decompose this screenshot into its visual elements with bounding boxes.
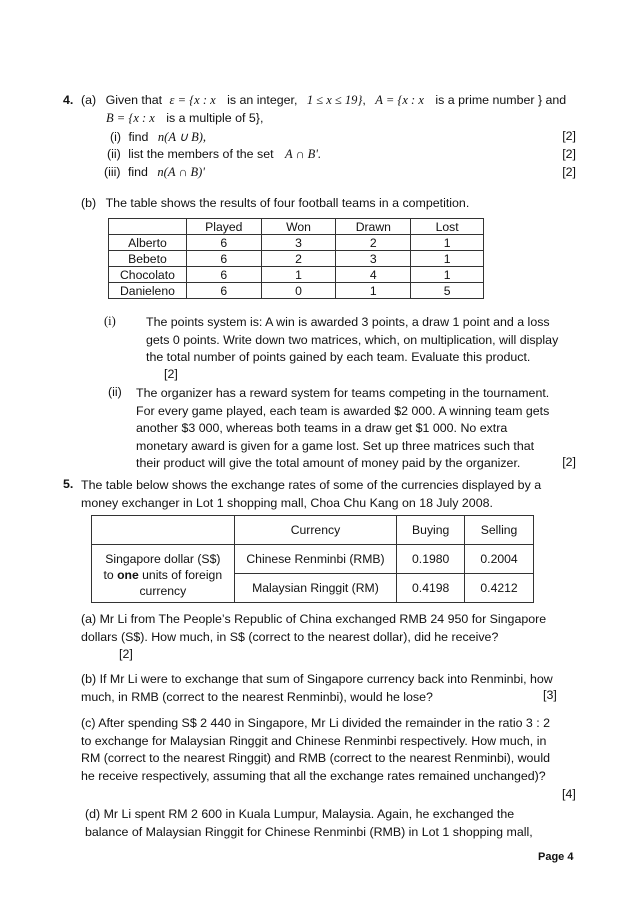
table-header-row xyxy=(109,219,484,235)
q5-b-marks: [3] xyxy=(543,688,557,702)
table-header-cell: Selling xyxy=(465,516,534,545)
q4-a-line2 xyxy=(106,111,263,126)
table-cell: 1 xyxy=(411,251,484,267)
q4-a-iii-marks: [2] xyxy=(562,165,576,179)
row-header-line2 xyxy=(92,567,234,583)
q4-a-ii-math: A ∩ B'. xyxy=(284,147,322,161)
q4-a-iii-text: find xyxy=(127,165,148,179)
table-cell: 1 xyxy=(261,267,336,283)
table-header-cell: Drawn xyxy=(336,219,411,235)
table-row xyxy=(109,283,484,299)
q5-a xyxy=(81,611,581,664)
q4-b-line xyxy=(81,196,469,210)
q4-b-label: (b) xyxy=(81,196,97,210)
q5-c-line3: RM (correct to the nearest Ringgit) and RMB (correct to the nearest Renminbi), would xyxy=(81,751,550,766)
q4-b-i-line2: gets 0 points. Write down two matrices, which, on multiplication, will display xyxy=(146,332,559,347)
q4-a-ii-marks: [2] xyxy=(562,147,576,161)
q5-intro xyxy=(81,477,541,512)
q4-a-i-label: (i) xyxy=(110,130,122,144)
q4-b-i-marks: [2] xyxy=(164,367,178,381)
row-header-line3: currency xyxy=(139,584,187,598)
row-header-bold: one xyxy=(117,568,139,582)
q4-b-ii-line2: For every game played, each team is awarded $2 000. A winning team gets xyxy=(136,403,550,418)
separator: , xyxy=(362,93,366,107)
table-row xyxy=(109,251,484,267)
q4-a-text1: Given that xyxy=(105,93,163,107)
table-cell: 6 xyxy=(186,251,261,267)
q5-d-line2: balance of Malaysian Ringgit for Chinese Renminbi (RMB) in Lot 1 shopping mall, xyxy=(85,824,533,839)
q5-c-marks: [4] xyxy=(562,787,576,801)
table-row xyxy=(109,235,484,251)
exchange-rate-table xyxy=(91,515,534,603)
table-cell: 5 xyxy=(411,283,484,299)
question-number-5: 5. xyxy=(63,477,74,491)
q4-b-i-label: (i) xyxy=(104,314,116,328)
table-cell: 0.2004 xyxy=(465,545,534,574)
q4-a-text2: is an integer, xyxy=(227,93,298,107)
table-cell: 4 xyxy=(336,267,411,283)
table-cell: 6 xyxy=(186,235,261,251)
table-cell: Chocolato xyxy=(109,267,187,283)
q4-a-text4: is a multiple of 5}, xyxy=(166,111,264,125)
set-b-def: B = {x : x xyxy=(106,111,155,125)
q4-b-i-text xyxy=(146,314,558,367)
table-cell: 0.4198 xyxy=(397,574,465,603)
q4-a-ii-label: (ii) xyxy=(107,147,121,161)
q5-c-line1: (c) After spending S$ 2 440 in Singapore, Mr Li divided the remainder in the ratio 3 : 2 xyxy=(81,716,551,730)
q5-d-line1: (d) Mr Li spent RM 2 600 in Kuala Lumpur, Malaysia. Again, he exchanged the xyxy=(85,807,515,821)
table-cell: 0 xyxy=(261,283,336,299)
q4-a-i-math: n(A ∪ B), xyxy=(157,130,207,144)
table-cell: 1 xyxy=(336,283,411,299)
page-number: Page 4 xyxy=(538,851,574,863)
table-cell: 3 xyxy=(336,251,411,267)
q4-a-label: (a) xyxy=(81,93,97,107)
q5-b-line2: much, in RMB (correct to the nearest Renminbi), would he lose? xyxy=(81,689,433,704)
row-header-rest: units of foreign xyxy=(138,568,223,582)
table-cell: 2 xyxy=(261,251,336,267)
q5-c xyxy=(81,715,581,785)
table-cell: Malaysian Ringgit (RM) xyxy=(234,574,397,603)
table-cell: 6 xyxy=(186,283,261,299)
table-row xyxy=(109,267,484,283)
table-header-cell: Played xyxy=(186,219,261,235)
q4-b-text: The table shows the results of four football teams in a competition. xyxy=(105,196,470,210)
q4-a-i-text: find xyxy=(128,130,149,144)
row-header-to: to xyxy=(103,568,118,582)
q4-a-line1 xyxy=(81,93,566,108)
q4-a-ii xyxy=(107,147,321,162)
table-cell: 0.1980 xyxy=(397,545,465,574)
table-cell: Alberto xyxy=(109,235,187,251)
q5-intro-line1: The table below shows the exchange rates of some of the currencies displayed by a xyxy=(81,478,542,492)
table-header-cell: Buying xyxy=(397,516,465,545)
table-header-cell xyxy=(109,219,187,235)
q5-a-line2: dollars (S$). How much, in S$ (correct to the nearest dollar), did he receive? xyxy=(81,629,499,644)
q5-b xyxy=(81,671,581,706)
q4-a-iii-label: (iii) xyxy=(104,165,121,179)
q5-a-marks: [2] xyxy=(119,647,133,662)
q4-a-i-marks: [2] xyxy=(562,129,576,143)
q4-b-i-line1: The points system is: A win is awarded 3 points, a draw 1 point and a loss xyxy=(146,315,550,329)
q5-c-line2: to exchange for Malaysian Ringgit and Chinese Renminbi respectively. How much, in xyxy=(81,733,547,748)
q4-b-ii-line1: The organizer has a reward system for teams competing in the tournament. xyxy=(136,386,550,400)
table-cell: 0.4212 xyxy=(465,574,534,603)
q4-a-ii-text: list the members of the set xyxy=(128,147,274,161)
q4-b-ii-label: (ii) xyxy=(108,385,122,399)
q4-b-i-line3: the total number of points gained by each team. Evaluate this product. xyxy=(146,350,531,364)
table-cell: 3 xyxy=(261,235,336,251)
q4-a-i xyxy=(110,129,206,145)
q5-a-line1: (a) Mr Li from The People’s Republic of China exchanged RMB 24 950 for Singapore xyxy=(81,612,547,626)
q5-intro-line2: money exchanger in Lot 1 shopping mall, Choa Chu Kang on 18 July 2008. xyxy=(81,495,493,510)
q4-a-text3: is a prime number } and xyxy=(435,93,567,107)
q5-d xyxy=(85,806,585,841)
table-cell: 2 xyxy=(336,235,411,251)
table-header-cell: Currency xyxy=(234,516,397,545)
q5-b-line1: (b) If Mr Li were to exchange that sum of Singapore currency back into Renminbi, how xyxy=(81,672,553,686)
universal-set-def: ε = {x : x xyxy=(169,93,216,107)
q4-b-ii-marks: [2] xyxy=(562,455,576,469)
table-row xyxy=(92,545,534,574)
q4-b-ii-text xyxy=(136,385,549,473)
q4-b-ii-line3: another $3 000, whereas both teams in a draw get $1 000. No extra xyxy=(136,421,508,435)
table-cell: Bebeto xyxy=(109,251,187,267)
table-header-cell xyxy=(92,516,235,545)
table-header-cell: Won xyxy=(261,219,336,235)
q4-a-iii-math: n(A ∩ B)' xyxy=(157,165,205,179)
table-cell: Chinese Renminbi (RMB) xyxy=(234,545,397,574)
row-header-line1: Singapore dollar (S$) xyxy=(105,552,221,566)
q4-b-ii-line5: their product will give the total amount of money paid by the organizer. xyxy=(136,456,521,470)
q5-c-line4: he receive respectively, assuming that all the exchange rates remained unchanged)? xyxy=(81,768,546,783)
table-header-cell: Lost xyxy=(411,219,484,235)
question-number-4: 4. xyxy=(63,93,74,107)
q4-a-iii xyxy=(104,165,205,180)
table-header-row xyxy=(92,516,534,545)
table-cell: Danieleno xyxy=(109,283,187,299)
q4-b-ii-line4: monetary award is given for a game lost. Set up three matrices such that xyxy=(136,438,535,453)
range-def: 1 ≤ x ≤ 19} xyxy=(306,93,363,107)
table-cell: 6 xyxy=(186,267,261,283)
football-results-table xyxy=(108,218,484,299)
table-cell: 1 xyxy=(411,267,484,283)
row-header-cell xyxy=(92,545,235,603)
set-a-def: A = {x : x xyxy=(375,93,424,107)
table-cell: 1 xyxy=(411,235,484,251)
